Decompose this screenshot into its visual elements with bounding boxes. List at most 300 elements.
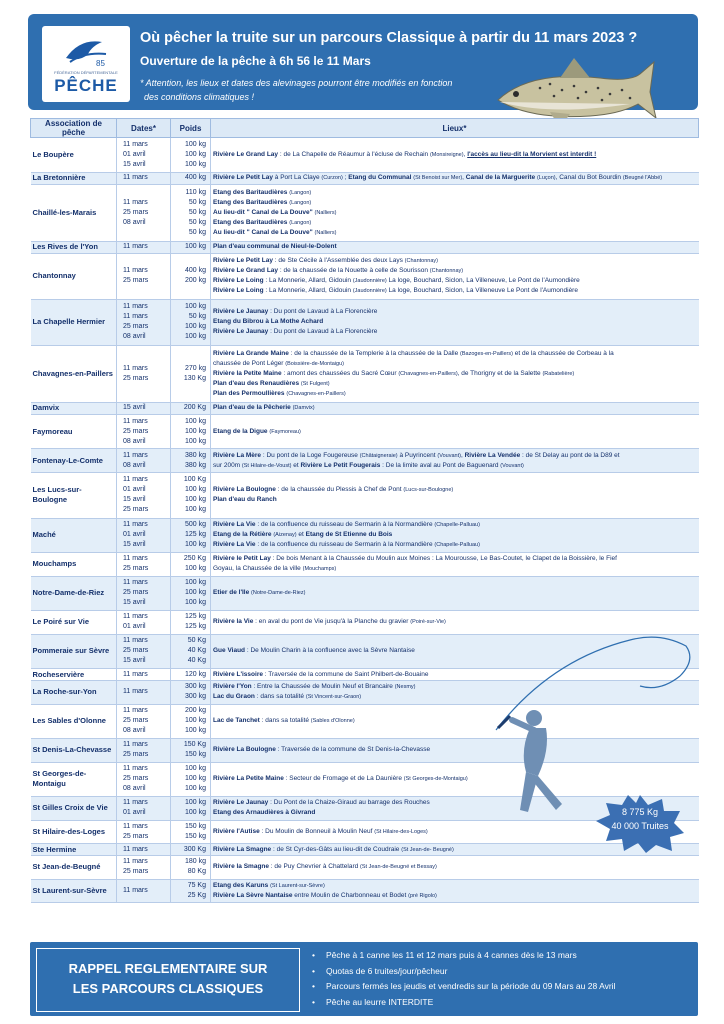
association-cell: Fontenay-Le-Comte bbox=[31, 449, 117, 472]
lieu-segment: chaussée de Pont Léger bbox=[213, 359, 286, 367]
date-line: 15 avril bbox=[123, 657, 146, 665]
lieu-segment: (pré Rigolo) bbox=[408, 892, 437, 899]
lieu-segment: (Sables d'Olonne) bbox=[310, 718, 355, 725]
lieu-segment: Rivière Le Grand Lay bbox=[213, 150, 279, 158]
association-cell: St Gilles Croix de Vie bbox=[31, 797, 117, 820]
association-cell: St Denis-La-Chevasse bbox=[31, 739, 117, 762]
lieux-cell bbox=[211, 518, 699, 553]
bullet-icon: • bbox=[312, 996, 315, 1007]
poids-line: 100 kg bbox=[184, 565, 206, 573]
lieu-segment: Rivière l'Autise bbox=[213, 827, 260, 835]
poids-cell bbox=[171, 856, 211, 879]
date-line: 01 avril bbox=[123, 531, 146, 539]
lieu-segment: entre Moulin de Charbonneau et Bodet bbox=[292, 891, 409, 899]
date-line: 25 mars bbox=[123, 868, 149, 876]
dates-cell bbox=[117, 449, 171, 472]
lieu-segment: (Boissière-de-Montaigu) bbox=[285, 360, 344, 367]
date-line: 25 mars bbox=[123, 647, 149, 655]
poids-line: 100 kg bbox=[184, 160, 206, 168]
lieu-segment: : en aval du pont de Vie jusqu'à la Planche du gravier bbox=[253, 618, 411, 626]
lieu-segment: Gue Viaud bbox=[213, 647, 246, 655]
rappel-line-1: RAPPEL REGLEMENTAIRE SUR bbox=[68, 961, 268, 976]
date-line: 08 avril bbox=[123, 437, 146, 445]
logo-word: PÊCHE bbox=[54, 76, 118, 95]
lieu-line bbox=[213, 389, 697, 399]
lieu-segment: Etang de la Rétière bbox=[213, 531, 272, 539]
poids-line: 100 kg bbox=[184, 437, 206, 445]
lieu-segment: Plan d'eau du Ranch bbox=[213, 496, 277, 504]
poids-line: 100 kg bbox=[184, 541, 206, 549]
dates-cell bbox=[117, 299, 171, 345]
poids-cell bbox=[171, 704, 211, 739]
poids-line: 100 kg bbox=[184, 599, 206, 607]
poids-line: 125 kg bbox=[184, 613, 206, 621]
poids-line: 100 kg bbox=[184, 417, 206, 425]
lieu-segment: : De Moulin Charin à la confluence avec la Sèvre Nantaise bbox=[245, 647, 415, 655]
rule-item bbox=[312, 948, 692, 964]
lieu-segment: et bbox=[296, 531, 306, 539]
association-cell: Mouchamps bbox=[31, 553, 117, 576]
dates-cell bbox=[117, 553, 171, 576]
lieu-segment: Rivière L'issoire bbox=[213, 670, 263, 678]
association-cell: St Laurent-sur-Sèvre bbox=[31, 879, 117, 902]
poids-line: 100 kg bbox=[184, 486, 206, 494]
lieu-line bbox=[213, 359, 697, 369]
lieu-segment: : Secteur de Fromage et de La Daunière bbox=[283, 775, 404, 783]
lieu-line bbox=[213, 427, 697, 437]
dates-cell bbox=[117, 704, 171, 739]
lieu-segment: à Puyrincent bbox=[397, 451, 438, 459]
poids-line: 100 Kg bbox=[183, 476, 206, 484]
lieu-line bbox=[213, 554, 697, 564]
rule-item bbox=[312, 995, 692, 1011]
date-line: 08 avril bbox=[123, 218, 146, 226]
lieu-line bbox=[213, 327, 697, 337]
poids-cell bbox=[171, 518, 211, 553]
lieu-segment: : Traversée de la commune de St Denis-la-Chevasse bbox=[275, 746, 431, 754]
poids-line: 50 kg bbox=[188, 218, 206, 226]
table-row bbox=[31, 414, 699, 449]
lieu-segment: Rivière La Vendée bbox=[464, 451, 521, 459]
dates-cell bbox=[117, 797, 171, 820]
lieu-segment: (Nalliers) bbox=[314, 229, 337, 236]
poids-line: 180 kg bbox=[184, 858, 206, 866]
stats-trout-count: 40 000 Truites bbox=[611, 821, 669, 831]
poids-cell bbox=[171, 172, 211, 184]
lieu-segment: Rivière La Boulogne bbox=[213, 746, 276, 754]
poids-line: 100 kg bbox=[184, 799, 206, 807]
note-line-2: des conditions climatiques ! bbox=[144, 92, 255, 102]
date-line: 01 avril bbox=[123, 150, 146, 158]
table-header-row bbox=[31, 119, 699, 138]
lieu-segment: (St Benoist sur Mer) bbox=[413, 175, 463, 182]
lieu-segment: Rivière La Grande Maine bbox=[213, 349, 289, 357]
table-row bbox=[31, 472, 699, 518]
poids-line: 100 kg bbox=[184, 589, 206, 597]
table-row bbox=[31, 518, 699, 553]
date-line: 11 mars bbox=[123, 765, 148, 773]
poids-line: 100 kg bbox=[184, 333, 206, 341]
poids-line: 130 Kg bbox=[183, 374, 206, 382]
dates-cell bbox=[117, 879, 171, 902]
lieu-segment: (Luçon) bbox=[536, 175, 556, 182]
table-row bbox=[31, 879, 699, 902]
poids-line: 75 Kg bbox=[187, 881, 206, 889]
lieux-cell bbox=[211, 856, 699, 879]
lieu-line bbox=[213, 588, 697, 598]
date-line: 25 mars bbox=[123, 323, 149, 331]
note-line-1: * Attention, les lieux et dates des alevinages pourront être modifiés en fonction bbox=[140, 78, 453, 88]
lieu-segment: : Du pont de Lavaud à La Florencière bbox=[268, 328, 378, 336]
poids-line: 500 kg bbox=[184, 521, 206, 529]
poids-line: 100 kg bbox=[184, 150, 206, 158]
poids-line: 25 Kg bbox=[187, 891, 206, 899]
lieu-segment: (Lucs-sur-Boulogne) bbox=[403, 487, 454, 494]
lieu-line bbox=[213, 307, 697, 317]
date-line: 08 avril bbox=[123, 785, 146, 793]
association-cell: Maché bbox=[31, 518, 117, 553]
lieux-cell bbox=[211, 402, 699, 414]
dates-cell bbox=[117, 253, 171, 299]
poids-cell bbox=[171, 681, 211, 704]
lieu-segment: : de la chaussée du Plessis à Chef de Pont bbox=[275, 486, 404, 494]
lieux-cell bbox=[211, 172, 699, 184]
lieu-segment: l'accès au lieu-dit la Morvient est interdit ! bbox=[467, 150, 597, 158]
date-line: 25 mars bbox=[123, 589, 149, 597]
lieu-line bbox=[213, 891, 697, 901]
poids-line: 100 kg bbox=[184, 765, 206, 773]
lieu-segment: (Mouchamps) bbox=[302, 566, 337, 573]
lieu-segment: Plan d'eau de la Pêcherie bbox=[213, 404, 291, 412]
lieu-segment: (Poiré-sur-Vie) bbox=[410, 619, 446, 626]
rule-item bbox=[312, 964, 692, 980]
lieu-segment: : amont des chaussées du Sacré Cœur bbox=[281, 369, 399, 377]
dates-cell bbox=[117, 669, 171, 681]
lieu-segment: Rivière La Vie bbox=[213, 541, 256, 549]
lieu-segment: : De la limite aval au Pont de Baguenard bbox=[380, 461, 501, 469]
lieu-segment: Rivière La Boulogne bbox=[213, 486, 276, 494]
association-cell: Ste Hermine bbox=[31, 844, 117, 856]
lieu-segment: Rivière La Mère bbox=[213, 451, 262, 459]
table-row bbox=[31, 138, 699, 173]
table-row bbox=[31, 345, 699, 402]
date-line: 15 avril bbox=[123, 541, 146, 549]
poids-line: 100 kg bbox=[184, 427, 206, 435]
lieu-segment: Lac de Tanchet bbox=[213, 717, 260, 725]
lieux-cell bbox=[211, 184, 699, 241]
lieu-segment: Rivière La Sèvre Nantaise bbox=[213, 891, 293, 899]
date-line: 11 mars bbox=[123, 451, 148, 459]
lieu-segment: (Chantonnay) bbox=[429, 268, 464, 275]
lieu-segment: Etang de St Etienne du Bois bbox=[305, 531, 393, 539]
association-cell: St Georges-de-Montaigu bbox=[31, 762, 117, 797]
dates-cell bbox=[117, 184, 171, 241]
table-row bbox=[31, 449, 699, 472]
date-line: 25 mars bbox=[123, 277, 149, 285]
poids-line: 300 Kg bbox=[183, 845, 206, 853]
dates-cell bbox=[117, 345, 171, 402]
lieu-segment: Etier de l'Ile bbox=[213, 589, 250, 597]
poids-line: 50 kg bbox=[188, 208, 206, 216]
rappel-box bbox=[36, 948, 300, 1012]
date-line: 15 avril bbox=[123, 160, 146, 168]
lieu-line bbox=[213, 188, 697, 198]
poids-line: 200 kg bbox=[184, 277, 206, 285]
date-line: 25 mars bbox=[123, 832, 149, 840]
lieu-segment: Etang du Bibrou à La Mothe Achard bbox=[213, 318, 324, 326]
table-row bbox=[31, 253, 699, 299]
lieu-segment: Rivière Le Loing bbox=[213, 277, 264, 285]
poids-line: 40 Kg bbox=[187, 657, 206, 665]
date-line: 11 mars bbox=[123, 555, 148, 563]
lieu-segment: Rivière l'Yon bbox=[213, 683, 252, 691]
association-cell: Notre-Dame-de-Riez bbox=[31, 576, 117, 611]
poids-line: 150 Kg bbox=[183, 741, 206, 749]
lieux-cell bbox=[211, 345, 699, 402]
lieu-segment: Etang des Arnaudières à Givrand bbox=[213, 809, 316, 817]
date-line: 15 avril bbox=[123, 404, 146, 412]
date-line: 01 avril bbox=[123, 486, 146, 494]
lieu-segment: Rivière La Vie bbox=[213, 521, 256, 529]
poids-line: 200 Kg bbox=[183, 404, 206, 412]
poids-cell bbox=[171, 669, 211, 681]
table-row bbox=[31, 402, 699, 414]
poids-line: 400 kg bbox=[184, 267, 206, 275]
date-line: 15 avril bbox=[123, 599, 146, 607]
lieu-line bbox=[213, 266, 697, 276]
table-row bbox=[31, 172, 699, 184]
lieu-segment: : Du pont de la Loge Fougereuse bbox=[261, 451, 360, 459]
logo-number: 85 bbox=[96, 59, 105, 68]
dates-cell bbox=[117, 762, 171, 797]
association-cell: Les Rives de l'Yon bbox=[31, 241, 117, 253]
lieu-segment: (Bazoges-en-Paillers) bbox=[460, 350, 513, 357]
date-line: 11 mars bbox=[123, 243, 148, 251]
lieu-segment: Rivière Le Jaunay bbox=[213, 308, 269, 316]
lieu-segment: La loge, Bouchard, Siclon, La Villeneuve, Le Pont de l'Aumondière bbox=[386, 277, 580, 285]
dates-cell bbox=[117, 739, 171, 762]
poids-line: 250 Kg bbox=[183, 555, 206, 563]
association-cell: Le Boupère bbox=[31, 138, 117, 173]
association-cell: La Chapelle Hermier bbox=[31, 299, 117, 345]
poids-line: 380 kg bbox=[184, 461, 206, 469]
lieux-cell bbox=[211, 299, 699, 345]
lieu-segment: : La Monnerie, Allard, Gidouin bbox=[263, 287, 353, 295]
association-cell: Les Sables d'Olonne bbox=[31, 704, 117, 739]
page-title: Où pêcher la truite sur un parcours Classique à partir du 11 mars 2023 ? bbox=[140, 30, 638, 46]
table-row bbox=[31, 184, 699, 241]
lieu-segment: : Entre la Chaussée de Moulin Neuf et Brancaire bbox=[251, 683, 395, 691]
bullet-icon: • bbox=[312, 950, 315, 960]
poids-line: 40 Kg bbox=[187, 647, 206, 655]
poids-line: 200 kg bbox=[184, 707, 206, 715]
lieu-line bbox=[213, 485, 697, 495]
lieu-line bbox=[213, 317, 697, 327]
date-line: 11 mars bbox=[123, 174, 148, 182]
lieu-line bbox=[213, 495, 697, 505]
date-line: 25 mars bbox=[123, 427, 149, 435]
date-line: 25 mars bbox=[123, 374, 149, 382]
lieu-segment: Etang du Communal bbox=[348, 174, 412, 182]
lieu-line bbox=[213, 150, 697, 160]
date-line: 11 mars bbox=[123, 364, 148, 372]
lieu-segment: (Nesmy) bbox=[394, 684, 416, 691]
date-line: 11 mars bbox=[123, 858, 148, 866]
lieu-segment: Plan des Permoullières bbox=[213, 389, 285, 397]
lieu-segment: Rivière Le Jaunay bbox=[213, 328, 269, 336]
lieu-segment: : de St Delay au pont de la D89 et bbox=[520, 451, 620, 459]
bullet-icon: • bbox=[312, 965, 315, 976]
date-line: 25 mars bbox=[123, 775, 149, 783]
poids-line: 150 kg bbox=[184, 822, 206, 830]
poids-line: 50 kg bbox=[188, 198, 206, 206]
table-row bbox=[31, 856, 699, 879]
rule-text: Quotas de 6 truites/jour/pêcheur bbox=[326, 965, 448, 976]
date-line: 11 mars bbox=[123, 637, 148, 645]
poids-cell bbox=[171, 253, 211, 299]
date-line: 11 mars bbox=[123, 198, 148, 206]
poids-line: 300 kg bbox=[184, 683, 206, 691]
poids-cell bbox=[171, 241, 211, 253]
dates-cell bbox=[117, 241, 171, 253]
lieu-segment: (St Jean-de- Beugné) bbox=[401, 846, 454, 853]
association-cell: St Jean-de-Beugné bbox=[31, 856, 117, 879]
lieu-segment: (Chavagnes-en-Paillers) bbox=[398, 370, 458, 377]
association-cell: La Roche-sur-Yon bbox=[31, 681, 117, 704]
stats-badge bbox=[594, 793, 686, 853]
table-row bbox=[31, 553, 699, 576]
federation-logo bbox=[42, 26, 130, 102]
lieu-line bbox=[213, 540, 697, 550]
dates-cell bbox=[117, 472, 171, 518]
lieu-segment: Rivière la Smagne bbox=[213, 863, 269, 871]
lieu-segment: (Notre-Dame-de-Riez) bbox=[251, 590, 306, 597]
association-cell: St Hilaire-des-Loges bbox=[31, 820, 117, 843]
date-line: 08 avril bbox=[123, 333, 146, 341]
lieu-segment: Rivière Le Loing bbox=[213, 287, 264, 295]
lieu-line bbox=[213, 862, 697, 872]
lieu-line bbox=[213, 881, 697, 891]
date-line: 25 mars bbox=[123, 717, 149, 725]
lieu-segment: , bbox=[463, 150, 468, 158]
poids-cell bbox=[171, 797, 211, 820]
date-line: 01 avril bbox=[123, 809, 146, 817]
association-cell: Damvix bbox=[31, 402, 117, 414]
poids-cell bbox=[171, 611, 211, 634]
date-line: 11 mars bbox=[123, 579, 148, 587]
rule-text: Pêche à 1 canne les 11 et 12 mars puis à 4 cannes dès le 13 mars bbox=[326, 950, 577, 960]
lieu-segment: Rivière la Vie bbox=[213, 618, 254, 626]
association-cell: Faymoreau bbox=[31, 414, 117, 449]
poids-line: 270 kg bbox=[184, 364, 206, 372]
rules-list bbox=[312, 948, 692, 1010]
lieu-segment: sur 200m bbox=[213, 461, 242, 469]
lieux-cell bbox=[211, 449, 699, 472]
poids-line: 100 kg bbox=[184, 785, 206, 793]
lieu-segment: (Aizenay) bbox=[273, 532, 297, 539]
lieu-segment: : La Monnerie, Allard, Gidouin bbox=[263, 277, 353, 285]
poids-cell bbox=[171, 449, 211, 472]
lieu-segment: (Monsireigne) bbox=[429, 151, 464, 158]
rules-banner bbox=[30, 942, 698, 1016]
poids-line: 100 kg bbox=[184, 243, 206, 251]
poids-line: 80 Kg bbox=[187, 868, 206, 876]
lieu-line bbox=[213, 379, 697, 389]
page-subtitle: Ouverture de la pêche à 6h 56 le 11 Mars bbox=[140, 54, 371, 68]
header-assoc: Association de pêche bbox=[31, 119, 117, 138]
lieu-segment: , Canal du Bot Bourdin bbox=[555, 174, 623, 182]
lieu-segment: : de Ste Cécile à l'Assemblée des deux Lays bbox=[272, 257, 405, 265]
date-line: 15 avril bbox=[123, 496, 146, 504]
poids-line: 400 kg bbox=[184, 174, 206, 182]
association-cell: Chavagnes-en-Paillers bbox=[31, 345, 117, 402]
lieu-line bbox=[213, 286, 697, 296]
lieux-cell bbox=[211, 253, 699, 299]
association-cell: La Bretonnière bbox=[31, 172, 117, 184]
poids-line: 300 kg bbox=[184, 693, 206, 701]
lieu-segment: , bbox=[460, 451, 465, 459]
lieu-line bbox=[213, 218, 697, 228]
poids-line: 100 kg bbox=[184, 717, 206, 725]
poids-line: 50 kg bbox=[188, 313, 206, 321]
association-cell: Pommeraie sur Sèvre bbox=[31, 634, 117, 669]
lieu-segment: Rivière Le Jaunay bbox=[213, 799, 269, 807]
table-row bbox=[31, 241, 699, 253]
lieu-line bbox=[213, 276, 697, 286]
lieu-segment: Lac du Graon bbox=[213, 693, 255, 701]
lieu-segment: (St Jean-de-Beugné et Bessay) bbox=[360, 864, 437, 871]
poids-line: 150 kg bbox=[184, 751, 206, 759]
date-line: 11 mars bbox=[123, 707, 148, 715]
date-line: 11 mars bbox=[123, 521, 148, 529]
lieux-cell bbox=[211, 241, 699, 253]
lieu-segment: (Rabatelière) bbox=[542, 370, 575, 377]
poids-cell bbox=[171, 576, 211, 611]
dates-cell bbox=[117, 820, 171, 843]
lieu-line bbox=[213, 173, 697, 183]
lieux-cell bbox=[211, 138, 699, 173]
lieu-line bbox=[213, 369, 697, 379]
poids-cell bbox=[171, 138, 211, 173]
lieu-line bbox=[213, 256, 697, 266]
lieu-segment: , de Thorigny et de la Salette bbox=[457, 369, 543, 377]
lieux-cell bbox=[211, 472, 699, 518]
lieu-segment: (St Fulgent) bbox=[300, 380, 330, 387]
lieu-segment: (St Hilaire-des-Loges) bbox=[374, 828, 428, 835]
poids-cell bbox=[171, 762, 211, 797]
lieu-segment: : dans sa totalité bbox=[254, 693, 306, 701]
dates-cell bbox=[117, 856, 171, 879]
lieu-segment: : De bois Menant à la Chaussée du Moulin aux Moines : La Mourousse, Le Bas-Coutet, le Clapet de la Boissière, le Fief bbox=[270, 555, 617, 563]
lieu-segment: Etang des Baritaudières bbox=[213, 198, 288, 206]
lieu-segment: (Damvix) bbox=[292, 405, 315, 412]
lieu-line bbox=[213, 461, 697, 471]
table-row bbox=[31, 299, 699, 345]
date-line: 11 mars bbox=[123, 845, 148, 853]
poids-cell bbox=[171, 402, 211, 414]
date-line: 25 mars bbox=[123, 565, 149, 573]
poids-line: 380 kg bbox=[184, 451, 206, 459]
date-line: 11 mars bbox=[123, 267, 148, 275]
lieu-segment: : de la confluence du ruisseau de Sermarin à la Normandière bbox=[255, 521, 435, 529]
dates-cell bbox=[117, 172, 171, 184]
poids-line: 100 kg bbox=[184, 496, 206, 504]
rappel-line-2: LES PARCOURS CLASSIQUES bbox=[72, 981, 264, 996]
lieu-line bbox=[213, 228, 697, 238]
poids-cell bbox=[171, 739, 211, 762]
lieu-segment: et de la chaussée de Corbeau à la bbox=[512, 349, 614, 357]
poids-cell bbox=[171, 634, 211, 669]
